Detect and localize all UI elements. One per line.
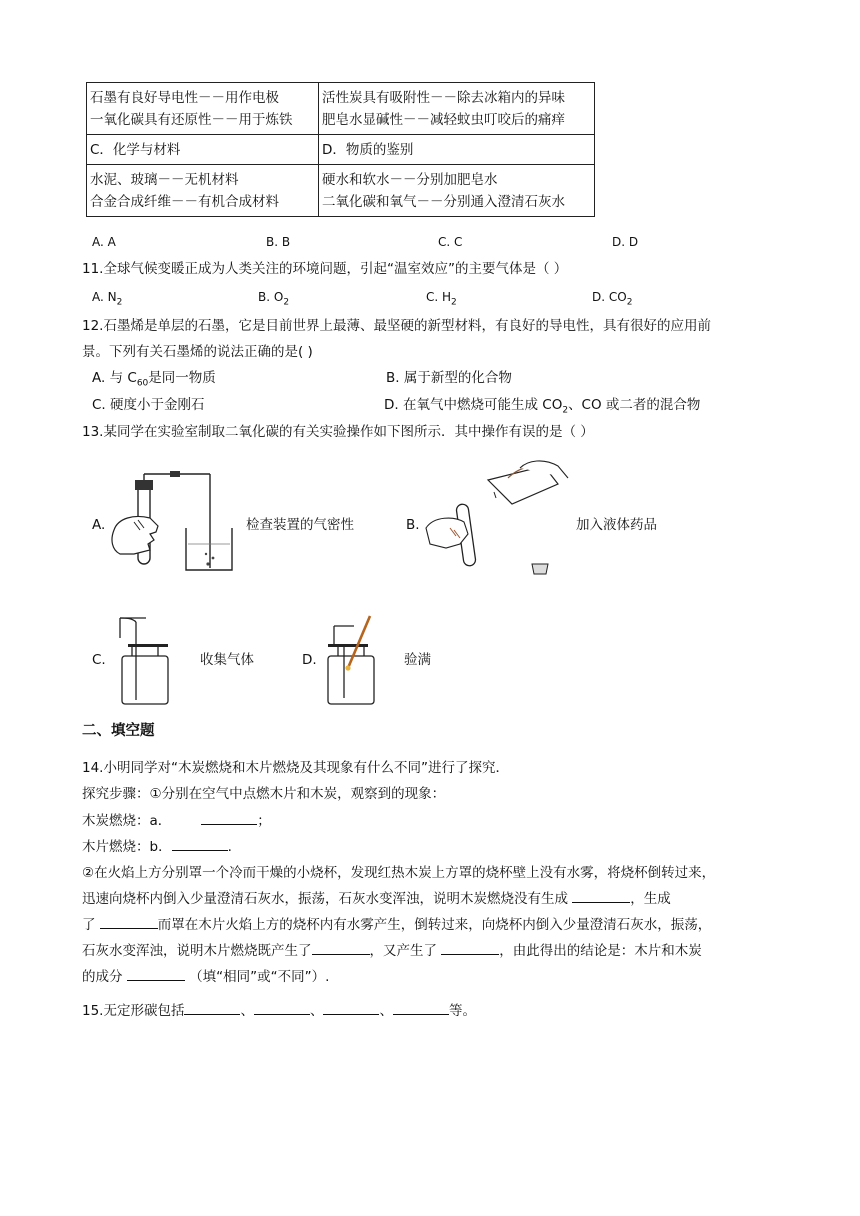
check-full-illustration bbox=[318, 612, 388, 708]
q15-line: 15.无定形碳包括 、 、 、 等。 bbox=[82, 1000, 476, 1021]
q12-option-c[interactable]: C. 硬度小于金刚石 bbox=[92, 397, 205, 413]
q12-option-d[interactable]: D. 在氧气中燃烧可能生成 $CO_2$、CO 或二者的混合物 bbox=[384, 397, 701, 416]
q13-text-d: 验满 bbox=[404, 652, 431, 668]
blank-charcoal-a[interactable] bbox=[201, 810, 257, 825]
table-cell: 硬水和软水－－分别加肥皂水 二氧化碳和氧气－－分别通入澄清石灰水 bbox=[319, 165, 595, 217]
q11-option-c[interactable]: C. $H_2$ bbox=[426, 290, 457, 308]
q10-option-a[interactable]: A. A bbox=[92, 235, 116, 249]
q11-option-a[interactable]: A. $N_2$ bbox=[92, 290, 123, 308]
q13-stem: 13.某同学在实验室制取二氧化碳的有关实验操作如下图所示．其中操作有误的是（ ） bbox=[82, 424, 594, 440]
q13-label-b[interactable]: B. bbox=[406, 517, 420, 533]
q14-charcoal-line: 木炭燃烧：a． ； bbox=[82, 810, 271, 831]
table-cell: C．化学与材料 bbox=[87, 135, 319, 165]
gas-collection-illustration bbox=[112, 612, 178, 708]
q14-wood-line: 木片燃烧：b． . bbox=[82, 836, 232, 857]
blank-wood-b[interactable] bbox=[172, 836, 228, 851]
blank-amorphous-1[interactable] bbox=[184, 1000, 240, 1015]
blank-amorphous-3[interactable] bbox=[323, 1000, 379, 1015]
q13-text-a: 检查装置的气密性 bbox=[246, 517, 354, 533]
q11-option-b[interactable]: B. $O_2$ bbox=[258, 290, 290, 308]
q10-option-d[interactable]: D. D bbox=[612, 235, 639, 249]
q14-step2-paragraph: ②在火焰上方分别罩一个冷而干燥的小烧杯，发现红热木炭上方罩的烧杯壁上没有水雾，将烧杯倒转过来， 迅速向烧杯内倒入少量澄清石灰水，振荡，石灰水变浑浊，说明木炭燃烧没有生成 ，生成 了 而罩在木片火焰上方的烧杯内有水雾产生，倒转过来，向烧杯内倒入少量澄清石灰水，振荡， 石灰水变浑浊，说明木片燃烧既产生了 ，又产生了 ，由此得出的结论是：木片和木炭 的成分 （填“相同”或“不同”）. bbox=[82, 865, 716, 985]
blank-produced[interactable] bbox=[100, 914, 158, 929]
table-cell: 石墨有良好导电性－－用作电极 一氧化碳具有还原性－－用于炼铁 bbox=[87, 83, 319, 135]
table-cell: 水泥、玻璃－－无机材料 合金合成纤维－－有机合成材料 bbox=[87, 165, 319, 217]
q12-option-a[interactable]: A. 与 $C_{60}$是同一物质 bbox=[92, 370, 216, 389]
q10-option-b[interactable]: B. B bbox=[266, 235, 291, 249]
q11-option-d[interactable]: D. $CO_2$ bbox=[592, 290, 633, 308]
q13-label-a[interactable]: A. bbox=[92, 517, 106, 533]
q13-text-c: 收集气体 bbox=[200, 652, 254, 668]
section-title-fill-in: 二、填空题 bbox=[82, 723, 155, 739]
table-cell: D．物质的鉴别 bbox=[319, 135, 595, 165]
q12-stem-line2: 景。下列有关石墨烯的说法正确的是( ) bbox=[82, 344, 313, 360]
blank-amorphous-2[interactable] bbox=[254, 1000, 310, 1015]
blank-wood-product-2[interactable] bbox=[441, 940, 499, 955]
q12-stem-line1: 12.石墨烯是单层的石墨，它是目前世界上最薄、最坚硬的新型材料，有良好的导电性，具有很好的应用前 bbox=[82, 318, 711, 334]
q10-option-c[interactable]: C. C bbox=[438, 235, 463, 249]
q14-stem: 14.小明同学对“木炭燃烧和木片燃烧及其现象有什么不同”进行了探究． bbox=[82, 760, 509, 776]
table-row bbox=[87, 83, 595, 135]
table-row bbox=[87, 135, 595, 165]
blank-not-produced[interactable] bbox=[572, 888, 630, 903]
q13-label-c[interactable]: C. bbox=[92, 652, 106, 668]
table-cell: 活性炭具有吸附性－－除去冰箱内的异味 肥皂水显碱性－－减轻蚊虫叮咬后的痛痒 bbox=[319, 83, 595, 135]
q10-options-table bbox=[86, 82, 595, 217]
q13-text-b: 加入液体药品 bbox=[576, 517, 657, 533]
blank-wood-product-1[interactable] bbox=[312, 940, 370, 955]
airtightness-check-illustration bbox=[104, 470, 240, 580]
add-liquid-illustration bbox=[424, 458, 574, 580]
q14-step1: 探究步骤：①分别在空气中点燃木片和木炭，观察到的现象： bbox=[82, 786, 446, 802]
q11-stem: 11.全球气候变暖正成为人类关注的环境问题，引起“温室效应”的主要气体是（ ） bbox=[82, 261, 568, 277]
blank-amorphous-4[interactable] bbox=[393, 1000, 449, 1015]
blank-conclusion[interactable] bbox=[127, 966, 185, 981]
q12-option-b[interactable]: B. 属于新型的化合物 bbox=[386, 370, 512, 386]
table-row bbox=[87, 165, 595, 217]
q13-label-d[interactable]: D. bbox=[302, 652, 317, 668]
